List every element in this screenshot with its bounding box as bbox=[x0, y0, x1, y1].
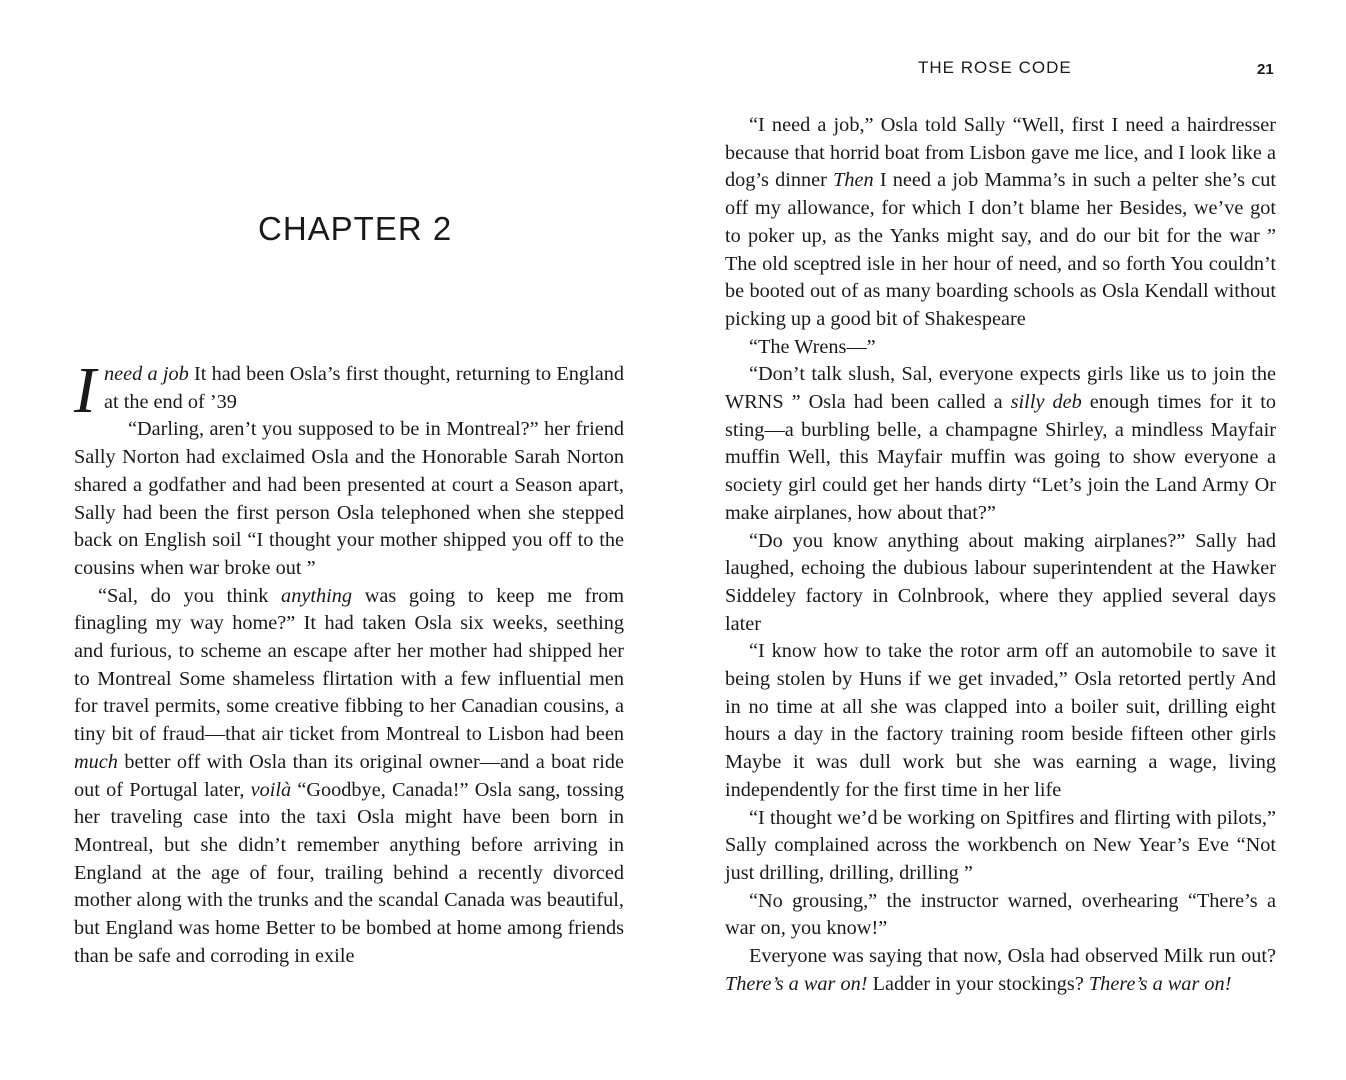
body-paragraph bbox=[725, 888, 1276, 943]
italic-text-run: anything bbox=[281, 584, 353, 607]
text-run: better off with Osla than its original owner—and a boat ride out of Portugal later, bbox=[74, 750, 624, 801]
italic-text-run: Then bbox=[833, 169, 874, 192]
body-paragraph bbox=[725, 112, 1276, 334]
body-paragraph bbox=[725, 638, 1276, 804]
running-head-title: THE ROSE CODE bbox=[918, 58, 1072, 77]
text-run: “I thought we’d be working on Spitfires and flirting with pilots,” Sally complained across the workbench on New Year’s Eve “Not just drilling, drilling, drilling ” bbox=[725, 806, 1276, 884]
text-run: “Goodbye, Canada!” Osla sang, tossing her traveling case into the taxi Osla might have been born in Montreal, but she didn’t remember anything before arriving in England at the age of four, trailing behind a recently divorced mother along with the trunks and the scandal Canada was beautiful, but England was home Better to be bombed at home among friends than be safe and corroding in exile bbox=[74, 778, 624, 967]
text-run: I need a job Mamma’s in such a pelter she’s cut off my allowance, for which I don’t blame her Besides, we’ve got to poker up, as the Yanks might say, and do our bit for the war ” The old sceptred isle in her hour of need, and so forth You couldn’t be booted out of as many boarding schools as Osla Kendall without picking up a good bit of Shakespeare bbox=[725, 169, 1276, 330]
text-run: “The Wrens—” bbox=[749, 335, 876, 358]
text-run: enough times for it to sting—a burbling belle, a champagne Shirley, a mindless Mayfair muffin Well, this Mayfair muffin was going to show everyone a society girl could get her hands dirty “Let’s join the Land Army Or make airplanes, how about that?” bbox=[725, 391, 1276, 524]
body-paragraph bbox=[725, 528, 1276, 639]
text-run: “Do you know anything about making airplanes?” Sally had laughed, echoing the dubious labour superintendent at the Hawker Siddeley factory in Colnbrook, where they applied several days later bbox=[725, 529, 1276, 635]
drop-cap: I bbox=[74, 354, 96, 427]
body-paragraph bbox=[74, 583, 624, 971]
text-run: “No grousing,” the instructor warned, overhearing “There’s a war on, you know!” bbox=[725, 889, 1276, 940]
italic-text-run: There’s a war on! bbox=[725, 972, 868, 995]
text-run: “I need a job,” Osla told Sally “Well, first I need a hairdresser because that horrid boat from Lisbon gave me lice, and I look like a dog’s dinner bbox=[725, 114, 1276, 192]
body-paragraph bbox=[725, 334, 1276, 362]
italic-text-run: silly deb bbox=[1010, 391, 1082, 414]
right-page bbox=[673, 0, 1346, 1080]
text-run: “I know how to take the rotor arm off an automobile to save it being stolen by Huns if we get invaded,” Osla retorted pertly And in no time at all she was clapped into a boiler suit, drilling eight hours a day in the factory training room beside fifteen other girls Maybe it was dull work but she was earning a wage, living independently for the first time in her life bbox=[725, 640, 1276, 801]
italic-text-run: voilà bbox=[250, 778, 292, 801]
left-page-body bbox=[74, 354, 625, 970]
right-page-body bbox=[725, 112, 1276, 999]
italic-text-run: There’s a war on! bbox=[1088, 972, 1232, 995]
body-paragraph bbox=[725, 805, 1276, 888]
body-paragraph bbox=[74, 361, 624, 416]
text-run: Ladder in your stockings? bbox=[867, 972, 1089, 995]
text-run: “Sal, do you think bbox=[98, 584, 282, 607]
italic-text-run: need a job bbox=[103, 363, 189, 385]
text-run: “Don’t talk slush, Sal, everyone expects girls like us to join the WRNS ” Osla had been called a bbox=[725, 363, 1276, 414]
chapter-title: CHAPTER 2 bbox=[258, 210, 453, 247]
body-paragraph bbox=[74, 416, 624, 582]
page-number: 21 bbox=[1257, 61, 1274, 78]
text-run: It had been Osla’s first thought, returning to England at the end of ’39 bbox=[103, 363, 624, 413]
body-paragraph bbox=[725, 943, 1276, 998]
text-run: “Darling, aren’t you supposed to be in Montreal?” her friend Sally Norton had exclaimed Osla and the Honorable Sarah Norton shared a godfather and had been presented at court a Season apart, Sally had been the first person Osla telephoned when she stepped back on English soil “I thought your mother shipped you off to the cousins when war broke out ” bbox=[74, 418, 624, 579]
body-paragraph bbox=[725, 361, 1276, 527]
text-run: was going to keep me from finagling my way home?” It had taken Osla six weeks, seething and furious, to scheme an escape after her mother had shipped her to Montreal Some shameless flirtation with a few influential men for travel permits, some creative fibbing to her Canadian cousins, a tiny bit of fraud—that air ticket from Montreal to Lisbon had been bbox=[74, 584, 625, 746]
italic-text-run: much bbox=[74, 750, 118, 773]
text-run: Everyone was saying that now, Osla had observed Milk run out? bbox=[749, 945, 1276, 968]
